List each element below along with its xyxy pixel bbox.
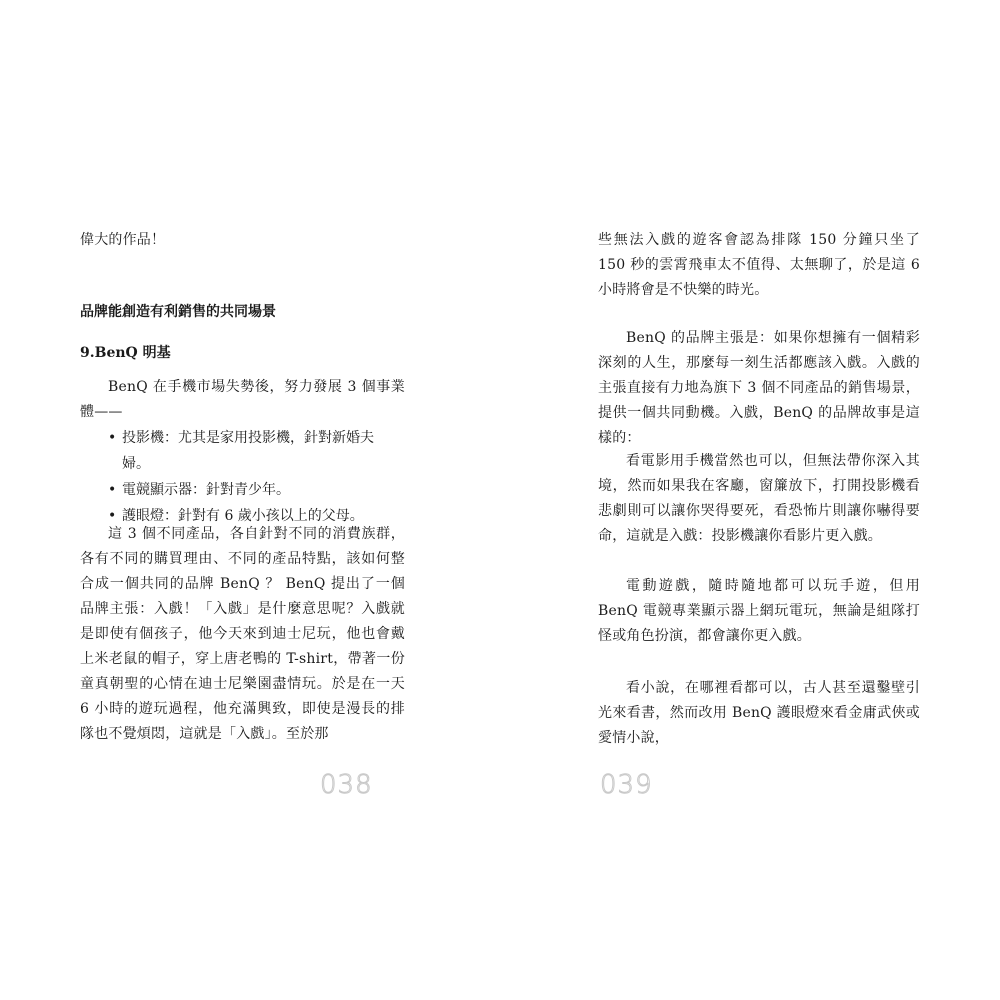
right-page	[598, 0, 920, 1000]
bullet-icon: •	[108, 430, 117, 446]
list-item	[108, 425, 398, 477]
list-item-text: 電競顯示器：針對青少年。	[122, 482, 290, 498]
continuation-paragraph: 些無法入戲的遊客會認為排隊 150 分鐘只坐了 150 秒的雲霄飛車太不值得、太無聊了，於是這 6 小時將會是不快樂的時光。	[598, 232, 920, 298]
opening-line: 偉大的作品！	[80, 232, 166, 248]
gaming-paragraph: 電動遊戲，隨時隨地都可以玩手遊，但用 BenQ 電競專業顯示器上網玩電玩，無論是組隊打怪或角色扮演，都會讓你更入戲。	[598, 578, 920, 644]
brand-claim-paragraph: BenQ 的品牌主張是：如果你想擁有一個精彩深刻的人生，那麼每一刻生活都應該入戲。入戲的主張直接有力地為旗下 3 個不同產品的銷售場景，提供一個共同動機。入戲，BenQ 的品牌故事是這樣的：	[598, 330, 920, 446]
bullet-icon: •	[108, 508, 117, 524]
list-item	[108, 477, 398, 503]
list-item-text: 投影機：尤其是家用投影機，針對新婚夫婦。	[122, 430, 374, 472]
intro-paragraph: BenQ 在手機市場失勢後，努力發展 3 個事業體——	[80, 379, 405, 420]
subheading-benq: 9.BenQ 明基	[80, 345, 171, 361]
reading-paragraph: 看小說，在哪裡看都可以，古人甚至還鑿壁引光來看書，然而改用 BenQ 護眼燈來看金庸武俠或愛情小說，	[598, 680, 920, 746]
projector-paragraph: 看電影用手機當然也可以，但無法帶你深入其境，然而如果我在客廳，窗簾放下，打開投影機看悲劇則可以讓你哭得要死，看恐怖片則讓你嚇得要命，這就是入戲：投影機讓你看影片更入戲。	[598, 453, 920, 544]
page-number: 039	[600, 770, 653, 800]
bullet-icon: •	[108, 482, 117, 498]
body-paragraph: 這 3 個不同產品，各自針對不同的消費族群，各有不同的購買理由、不同的產品特點，該如何整合成一個共同的品牌 BenQ ？ BenQ 提出了一個品牌主張：入戲！「入戲」是什麼意思呢？入戲就是即使有個孩子，他今天來到迪士尼玩，他也會戴上米老鼠的帽子，穿上唐老鴨的 T-shirt，帶著一份童真朝聖的心情在迪士尼樂園盡情玩。於是在一天 6 小時的遊玩過程，他充滿興致，即使是漫長的排隊也不覺煩悶，這就是「入戲」。至於那	[80, 526, 405, 742]
business-list	[108, 425, 398, 529]
section-heading: 品牌能創造有利銷售的共同場景	[80, 304, 276, 320]
list-item-text: 護眼燈：針對有 6 歲小孩以上的父母。	[122, 508, 364, 524]
page-number: 038	[320, 770, 373, 800]
left-page	[80, 0, 405, 1000]
